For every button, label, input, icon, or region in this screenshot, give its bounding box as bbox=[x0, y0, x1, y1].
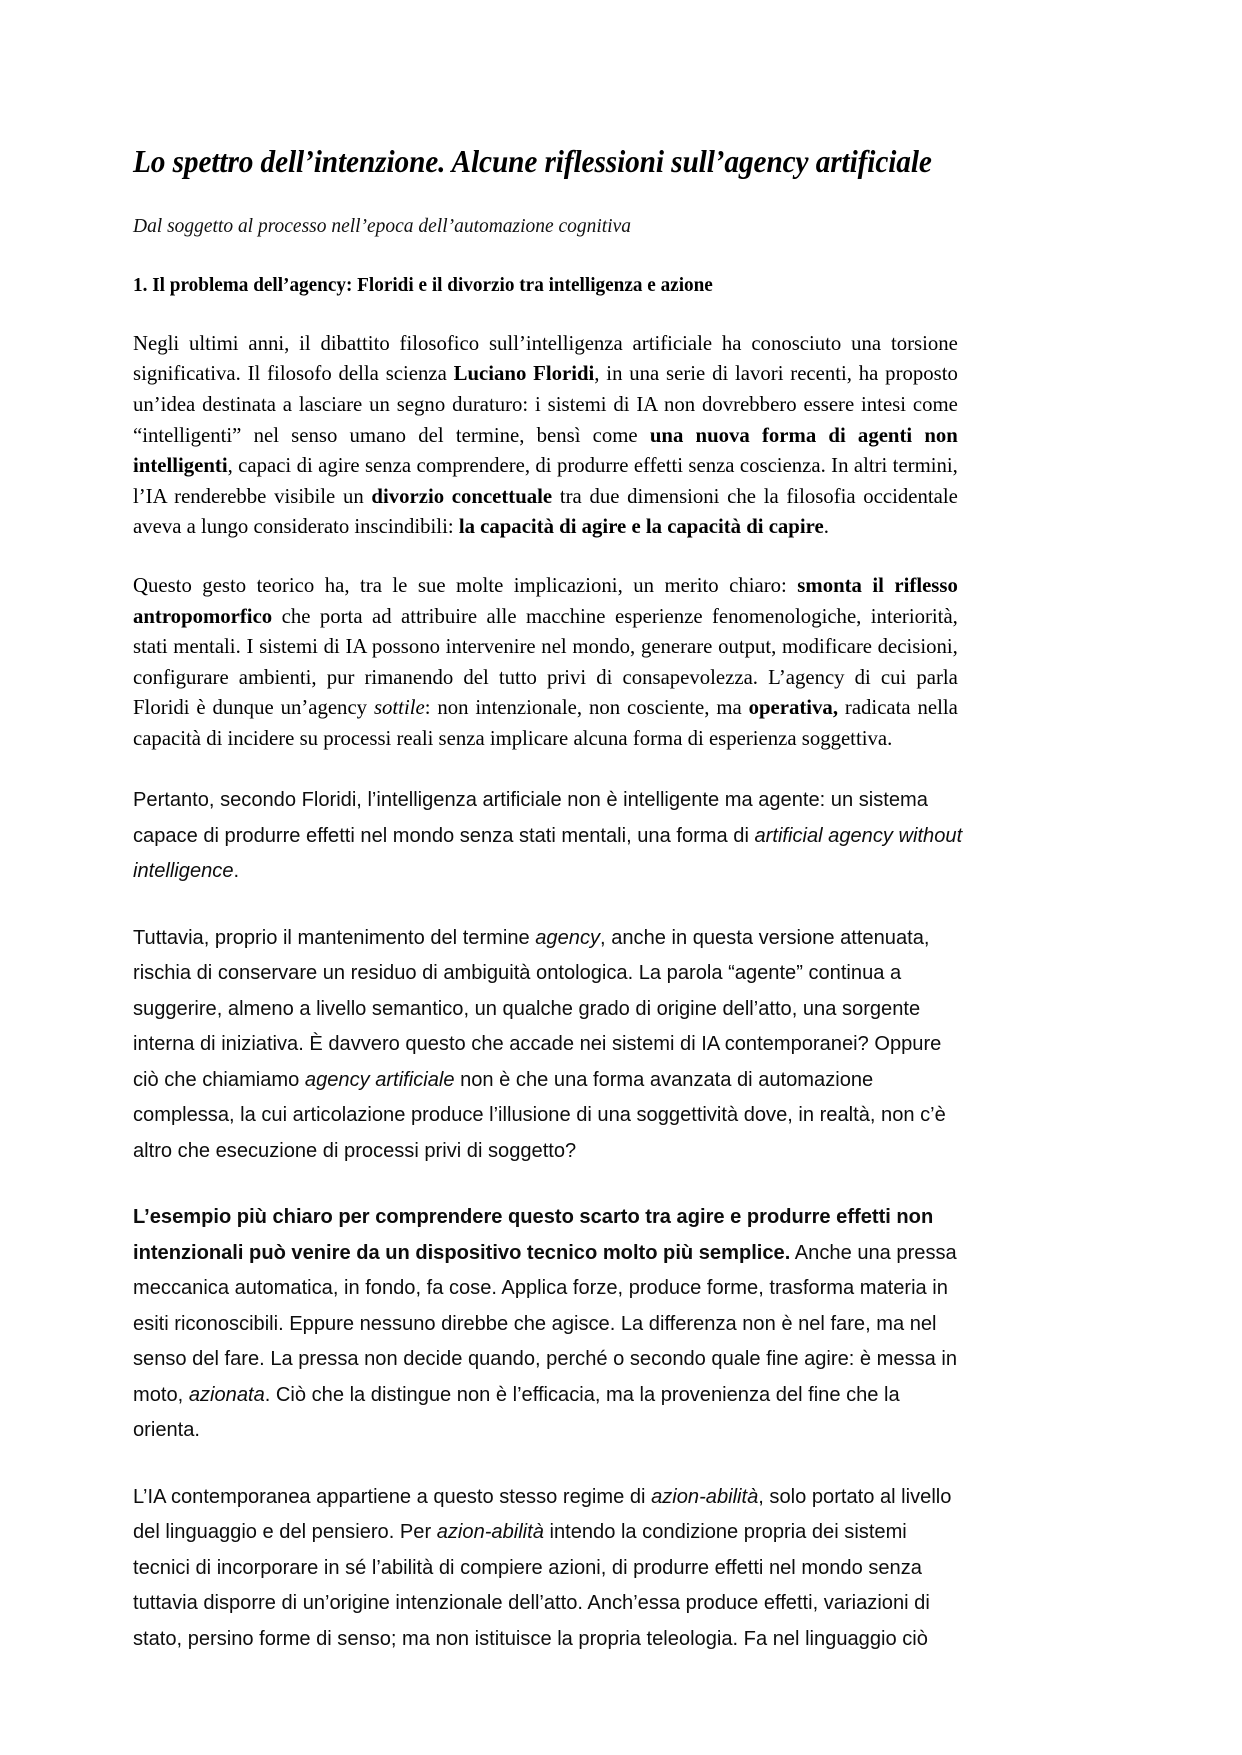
text-run: Pertanto, secondo Floridi, l’intelligenza artificiale non è intelligente ma agente: un sistema capace di produrre effetti nel mondo senza stati mentali, una forma di bbox=[133, 789, 928, 847]
text-run: In altri termini, l’IA renderebbe visibile un bbox=[133, 453, 958, 508]
text-run: tra due dimensioni che la filosofia occidentale aveva a lungo considerato inscindibili: bbox=[133, 483, 958, 539]
paragraph-6 bbox=[133, 1480, 966, 1658]
emphasis-azion-abilita-2: azion-abilità bbox=[436, 1521, 544, 1544]
emphasis-luciano-floridi: Luciano Floridi bbox=[453, 361, 595, 386]
text-run: . bbox=[233, 860, 240, 883]
emphasis-azionata: azionata bbox=[188, 1383, 265, 1406]
emphasis-sottile: sottile bbox=[373, 695, 425, 720]
emphasis-capacita-agire-capire: la capacità di agire e la capacità di capire bbox=[458, 514, 824, 539]
document-title: Lo spettro dell’intenzione. Alcune riflessioni sull’agency artificiale bbox=[133, 144, 932, 179]
emphasis-agency: agency bbox=[535, 926, 601, 949]
text-run: Tuttavia, proprio il mantenimento del termine bbox=[133, 926, 536, 949]
document-subtitle: Dal soggetto al processo nell’epoca dell’automazione cognitiva bbox=[133, 215, 631, 238]
text-run: intendo la condizione propria dei sistemi tecnici di incorporare in sé l’abilità di compiere azioni, di produrre effetti nel mondo senza tuttavia disporre di un’origine intenzionale dell’atto. Anch’essa produce effetti, variazioni di stato, persino forme di senso; ma non istituisce la propria teleologia. Fa nel linguaggio ciò bbox=[133, 1521, 930, 1650]
document-content bbox=[133, 143, 979, 1657]
text-run: che porta ad attribuire alle macchine esperienze fenomenologiche, interiorità, stati mentali. I sistemi di IA possono intervenire nel mondo, generare output, modificare decisioni, configurare ambienti, pur rimanendo del tutto privi di consapevolezza. bbox=[133, 603, 958, 689]
text-run: , solo portato al livello del linguaggio e del pensiero. Per bbox=[133, 1485, 952, 1544]
text-run: Anche una pressa meccanica automatica, in fondo, fa cose. Applica forze, produce forme, trasforma materia in esiti riconoscibili. Eppure nessuno direbbe che agisce. La differenza non è nel fare, ma nel senso del fare. La pressa non decide quando, perché o secondo quale fine agire: è messa in moto, bbox=[133, 1241, 958, 1406]
text-run: , capaci di agire senza comprendere, di produrre effetti senza coscienza. bbox=[227, 453, 826, 478]
text-run: L’IA contemporanea appartiene a questo stesso regime di bbox=[133, 1485, 652, 1508]
text-run: radicata nella capacità di incidere su processi reali senza implicare alcuna forma di esperienza soggettiva. bbox=[133, 695, 958, 750]
emphasis-artificial-agency-without-intelligence: artificial agency without intelligence bbox=[133, 824, 963, 883]
paragraph-3 bbox=[133, 783, 966, 890]
emphasis-azion-abilita-1: azion-abilità bbox=[651, 1485, 759, 1508]
paragraph-5 bbox=[133, 1200, 966, 1449]
text-run: . Ciò che la distingue non è l’efficacia, ma la provenienza del fine che la orienta. bbox=[133, 1383, 900, 1442]
emphasis-esempio-piu-chiaro: L’esempio più chiaro per comprendere questo scarto tra agire e produrre effetti non intenzionali può venire da un dispositivo tecnico molto più semplice. bbox=[133, 1206, 934, 1264]
text-run: L’agency di cui parla Floridi è dunque un’agency bbox=[133, 664, 958, 720]
emphasis-operativa: operativa, bbox=[748, 695, 839, 720]
sans-serif-section bbox=[133, 783, 979, 1657]
paragraph-1 bbox=[133, 328, 958, 542]
emphasis-divorzio-concettuale: divorzio concettuale bbox=[371, 483, 553, 508]
text-run: : non intenzionale, non cosciente, ma bbox=[424, 695, 749, 720]
text-run: . bbox=[823, 514, 829, 539]
emphasis-riflesso-antropomorfico: smonta il riflesso antropomorfico bbox=[133, 572, 958, 628]
emphasis-agenti-non-intelligenti: una nuova forma di agenti non intelligenti bbox=[133, 422, 958, 478]
text-run: Questo gesto teorico ha, tra le sue molte implicazioni, un merito chiaro: bbox=[133, 572, 798, 597]
paragraph-4 bbox=[133, 921, 966, 1170]
text-run: , in una serie di lavori recenti, ha proposto un’idea destinata a lasciare un segno duraturo: i sistemi di IA non dovrebbero essere intesi come “intelligenti” nel senso umano del termine, bensì come bbox=[133, 361, 958, 447]
paragraph-2 bbox=[133, 570, 958, 754]
emphasis-agency-artificiale: agency artificiale bbox=[304, 1068, 455, 1091]
section-heading-1: 1. Il problema dell’agency: Floridi e il divorzio tra intelligenza e azione bbox=[133, 273, 713, 296]
text-run: non è che una forma avanzata di automazione complessa, la cui articolazione produce l’illusione di una soggettività dove, in realtà, non c’è altro che esecuzione di processi privi di soggetto? bbox=[133, 1068, 946, 1162]
text-run: Negli ultimi anni, il dibattito filosofico sull’intelligenza artificiale ha conosciuto una torsione significativa. Il filosofo della scienza bbox=[133, 330, 958, 386]
text-run: , anche in questa versione attenuata, rischia di conservare un residuo di ambiguità ontologica. La parola “agente” continua a suggerire, almeno a livello semantico, un qualche grado di origine dell’atto, una sorgente interna di iniziativa. È davvero questo che accade nei sistemi di IA contemporanei? Oppure ciò che chiamiamo bbox=[133, 926, 942, 1091]
